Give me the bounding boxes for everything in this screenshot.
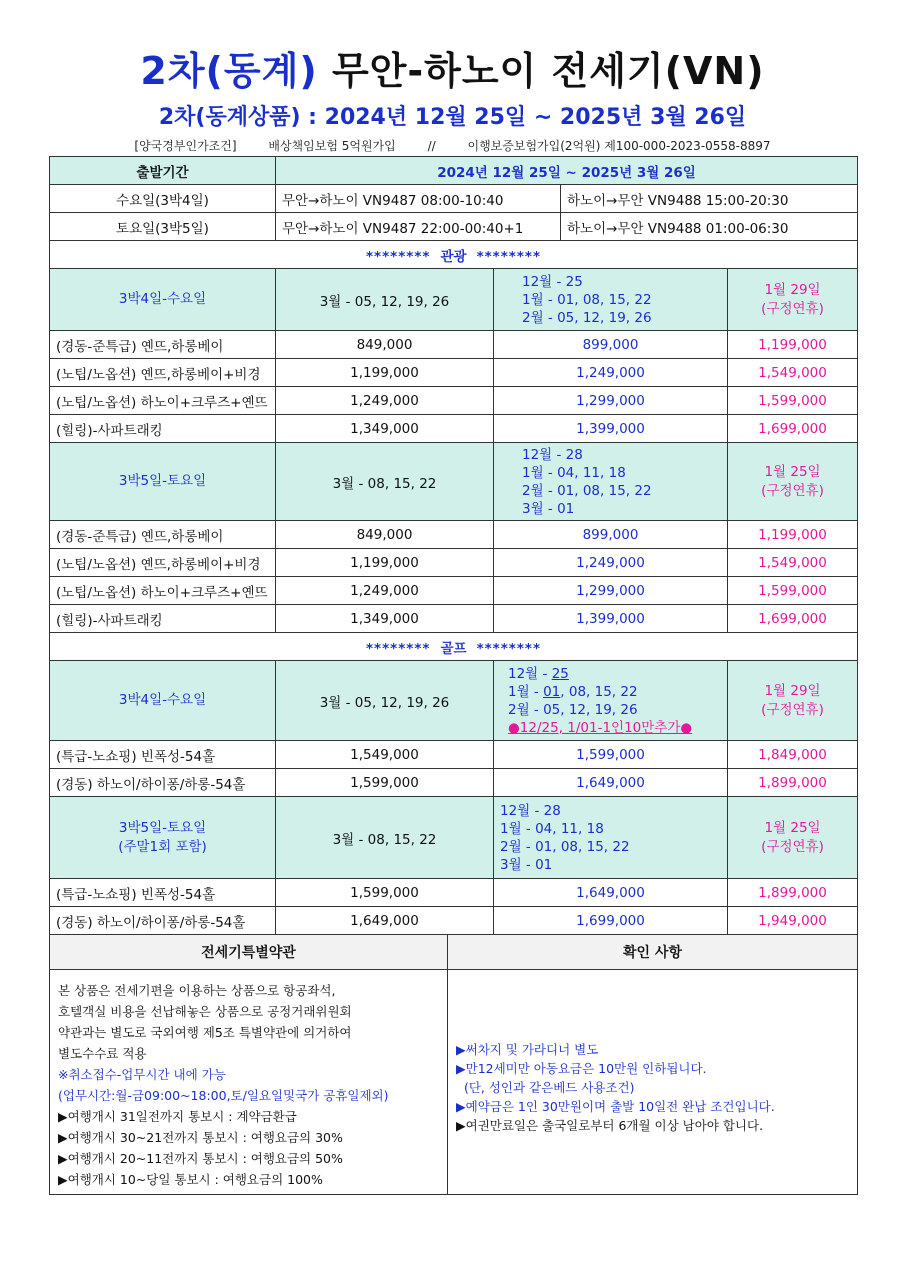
cancel-note: ※취소접수-업무시간 내에 가능: [58, 1067, 226, 1082]
stars-left: ********: [365, 248, 431, 265]
refund-rule: ▶여행개시 30~21전까지 통보시 : 여행요금의 30%: [58, 1130, 343, 1145]
price-row: [50, 577, 858, 605]
other-dates: [494, 661, 728, 741]
departure-period: 2024년 12월 25일 ~ 2025년 3월 26일: [276, 157, 858, 185]
date-line: [508, 683, 721, 701]
title-prefix: 2차(동계): [140, 49, 318, 93]
other-dates: [494, 269, 728, 331]
check-item: (단, 성인과 같은베드 사용조건): [456, 1080, 635, 1095]
holiday-date: 1월 29일: [764, 682, 821, 699]
terms-left-title: 전세기특별약관: [50, 935, 448, 970]
price-base: 849,000: [276, 331, 494, 359]
holiday-note: (구정연휴): [761, 482, 824, 499]
check-item: ▶써차지 및 가라디너 별도: [456, 1042, 599, 1057]
refund-rule: ▶여행개시 31일전까지 통보시 : 계약금환급: [58, 1109, 297, 1124]
product-name: (노팁/노옵션) 하노이+크루즈+옌뜨: [50, 387, 276, 415]
notice-mid: 배상책임보험 5억원가입: [268, 139, 396, 153]
terms-line: 별도수수료 적용: [58, 1046, 147, 1061]
terms-line: 호텔객실 비용을 선납해놓은 상품으로 공정거래위원회: [58, 1004, 352, 1019]
march-dates: 3월 - 08, 15, 22: [276, 797, 494, 879]
price-base: 849,000: [276, 521, 494, 549]
terms-right-title: 확인 사항: [448, 935, 858, 970]
check-item: ▶예약금은 1인 30만원이며 출발 10일전 완납 조건입니다.: [456, 1099, 775, 1114]
price-mid: 1,299,000: [494, 387, 728, 415]
price-row: [50, 605, 858, 633]
price-base: 1,649,000: [276, 907, 494, 935]
date-line: [508, 665, 721, 683]
terms-line: 약관과는 별도로 국외여행 제5조 특별약관에 의거하여: [58, 1025, 352, 1040]
date-line: 12월 - 28: [522, 446, 583, 463]
dec-prefix: 12월 -: [508, 665, 552, 682]
price-row: [50, 359, 858, 387]
holiday-cell: [728, 269, 858, 331]
flight-inbound: 하노이→무안 VN9488 01:00-06:30: [561, 213, 858, 241]
section-golf: [50, 633, 858, 661]
march-dates: 3월 - 08, 15, 22: [276, 443, 494, 521]
price-holiday: 1,549,000: [728, 549, 858, 577]
price-base: 1,199,000: [276, 549, 494, 577]
price-mid: 1,299,000: [494, 577, 728, 605]
group-name: 3박4일-수요일: [50, 269, 276, 331]
holiday-cell: [728, 797, 858, 879]
price-holiday: 1,199,000: [728, 521, 858, 549]
other-dates: [494, 797, 728, 879]
jan-prefix: 1월 -: [508, 683, 544, 700]
stars-left: ********: [365, 640, 431, 657]
departure-header: [50, 157, 858, 185]
price-row: [50, 741, 858, 769]
date-line: 2월 - 05, 12, 19, 26: [522, 309, 652, 326]
group-header: [50, 797, 858, 879]
terms-table: [49, 934, 858, 1195]
notice-right: 이행보증보험가입(2억원) 제100-000-2023-0558-8897: [467, 139, 771, 153]
notice-line: [0, 137, 905, 154]
group-name-line2: (주말1회 포함): [118, 838, 207, 855]
check-items: [448, 970, 858, 1195]
flight-inbound: 하노이→무안 VN9488 15:00-20:30: [561, 185, 858, 213]
price-holiday: 1,599,000: [728, 387, 858, 415]
price-row: [50, 907, 858, 935]
date-line: 3월 - 01: [500, 856, 553, 873]
holiday-date: 1월 29일: [764, 281, 821, 298]
date-line: 2월 - 01, 08, 15, 22: [522, 482, 652, 499]
price-mid: 1,599,000: [494, 741, 728, 769]
price-base: 1,599,000: [276, 879, 494, 907]
group-name: 3박5일-토요일: [50, 443, 276, 521]
product-name: (경동-준특급) 옌뜨,하롱베이: [50, 331, 276, 359]
flight-day: 수요일(3박4일): [50, 185, 276, 213]
price-base: 1,199,000: [276, 359, 494, 387]
price-base: 1,249,000: [276, 577, 494, 605]
notice-left: [양국경부인가조건]: [134, 139, 237, 153]
price-holiday: 1,699,000: [728, 415, 858, 443]
section-title: 관광: [440, 248, 467, 265]
price-holiday: 1,549,000: [728, 359, 858, 387]
price-row: [50, 549, 858, 577]
section-tour: [50, 241, 858, 269]
price-mid: 1,699,000: [494, 907, 728, 935]
price-row: [50, 521, 858, 549]
price-holiday: 1,899,000: [728, 879, 858, 907]
holiday-note: (구정연휴): [761, 701, 824, 718]
departure-label: 출발기간: [50, 157, 276, 185]
flight-outbound: 무안→하노이 VN9487 22:00-00:40+1: [276, 213, 561, 241]
product-name: (특급-노쇼핑) 빈폭성-54홀: [50, 879, 276, 907]
group-name: 3박4일-수요일: [50, 661, 276, 741]
holiday-cell: [728, 661, 858, 741]
stars-right: ********: [476, 248, 542, 265]
price-holiday: 1,849,000: [728, 741, 858, 769]
stars-right: ********: [476, 640, 542, 657]
price-mid: 1,649,000: [494, 769, 728, 797]
price-mid: 899,000: [494, 521, 728, 549]
date-line: 2월 - 05, 12, 19, 26: [508, 701, 638, 718]
date-line: 1월 - 04, 11, 18: [500, 820, 604, 837]
refund-rule: ▶여행개시 10~당일 통보시 : 여행요금의 100%: [58, 1172, 323, 1187]
business-hours: (업무시간:월-금09:00~18:00,토/일요일및국가 공휴일제외): [58, 1088, 389, 1103]
holiday-date: 1월 25일: [764, 819, 821, 836]
group-name: [50, 797, 276, 879]
price-base: 1,599,000: [276, 769, 494, 797]
date-line: 1월 - 04, 11, 18: [522, 464, 626, 481]
terms-body: [50, 970, 858, 1195]
date-line: 12월 - 25: [522, 273, 583, 290]
price-holiday: 1,899,000: [728, 769, 858, 797]
group-header: [50, 661, 858, 741]
surcharge-note: ●12/25, 1/01-1인10만추가●: [508, 719, 693, 736]
product-name: (노팁/노옵션) 하노이+크루즈+옌뜨: [50, 577, 276, 605]
group-header: [50, 269, 858, 331]
date-line: 12월 - 28: [500, 802, 561, 819]
flight-row: [50, 213, 858, 241]
date-line: 3월 - 01: [522, 500, 575, 517]
product-name: (경동) 하노이/하이퐁/하롱-54홀: [50, 907, 276, 935]
product-name: (경동) 하노이/하이퐁/하롱-54홀: [50, 769, 276, 797]
other-dates: [494, 443, 728, 521]
march-dates: 3월 - 05, 12, 19, 26: [276, 269, 494, 331]
dec-day: 25: [551, 665, 569, 682]
price-row: [50, 331, 858, 359]
price-mid: 1,399,000: [494, 415, 728, 443]
price-table: [49, 156, 858, 935]
holiday-date: 1월 25일: [764, 463, 821, 480]
march-dates: 3월 - 05, 12, 19, 26: [276, 661, 494, 741]
subtitle: 2차(동계상품) : 2024년 12월 25일 ~ 2025년 3월 26일: [158, 105, 747, 130]
page-title: [0, 40, 905, 95]
section-title: 골프: [440, 640, 467, 657]
price-base: 1,549,000: [276, 741, 494, 769]
group-name-line1: 3박5일-토요일: [118, 820, 207, 837]
holiday-note: (구정연휴): [761, 300, 824, 317]
price-row: [50, 879, 858, 907]
product-name: (특급-노쇼핑) 빈폭성-54홀: [50, 741, 276, 769]
price-holiday: 1,199,000: [728, 331, 858, 359]
price-mid: 1,649,000: [494, 879, 728, 907]
price-sheet: [49, 156, 857, 1195]
price-row: [50, 769, 858, 797]
date-line: 2월 - 01, 08, 15, 22: [500, 838, 630, 855]
price-base: 1,349,000: [276, 415, 494, 443]
price-row: [50, 387, 858, 415]
terms-header: [50, 935, 858, 970]
group-header: [50, 443, 858, 521]
product-name: (힐링)-사파트래킹: [50, 605, 276, 633]
jan-rest: , 08, 15, 22: [560, 683, 638, 700]
holiday-note: (구정연휴): [761, 838, 824, 855]
refund-rule: ▶여행개시 20~11전까지 통보시 : 여행요금의 50%: [58, 1151, 343, 1166]
price-holiday: 1,599,000: [728, 577, 858, 605]
price-row: [50, 415, 858, 443]
notice-sep: //: [427, 139, 436, 153]
product-name: (노팁/노옵션) 옌뜨,하롱베이+비경: [50, 549, 276, 577]
special-terms: [50, 970, 448, 1195]
check-item: ▶만12세미만 아동요금은 10만원 인하됩니다.: [456, 1061, 707, 1076]
product-name: (노팁/노옵션) 옌뜨,하롱베이+비경: [50, 359, 276, 387]
price-mid: 1,399,000: [494, 605, 728, 633]
date-line: 1월 - 01, 08, 15, 22: [522, 291, 652, 308]
flight-outbound: 무안→하노이 VN9487 08:00-10:40: [276, 185, 561, 213]
price-mid: 899,000: [494, 331, 728, 359]
price-holiday: 1,949,000: [728, 907, 858, 935]
price-holiday: 1,699,000: [728, 605, 858, 633]
flight-row: [50, 185, 858, 213]
jan-day: 01: [543, 683, 561, 700]
holiday-cell: [728, 443, 858, 521]
passport-note: ▶여권만료일은 출국일로부터 6개월 이상 남아야 합니다.: [456, 1118, 764, 1133]
flight-day: 토요일(3박5일): [50, 213, 276, 241]
product-name: (힐링)-사파트래킹: [50, 415, 276, 443]
price-base: 1,249,000: [276, 387, 494, 415]
price-base: 1,349,000: [276, 605, 494, 633]
price-mid: 1,249,000: [494, 359, 728, 387]
title-main: 무안-하노이 전세기(VN): [331, 49, 765, 93]
terms-line: 본 상품은 전세기편을 이용하는 상품으로 항공좌석,: [58, 983, 336, 998]
price-mid: 1,249,000: [494, 549, 728, 577]
product-name: (경동-준특급) 옌뜨,하롱베이: [50, 521, 276, 549]
